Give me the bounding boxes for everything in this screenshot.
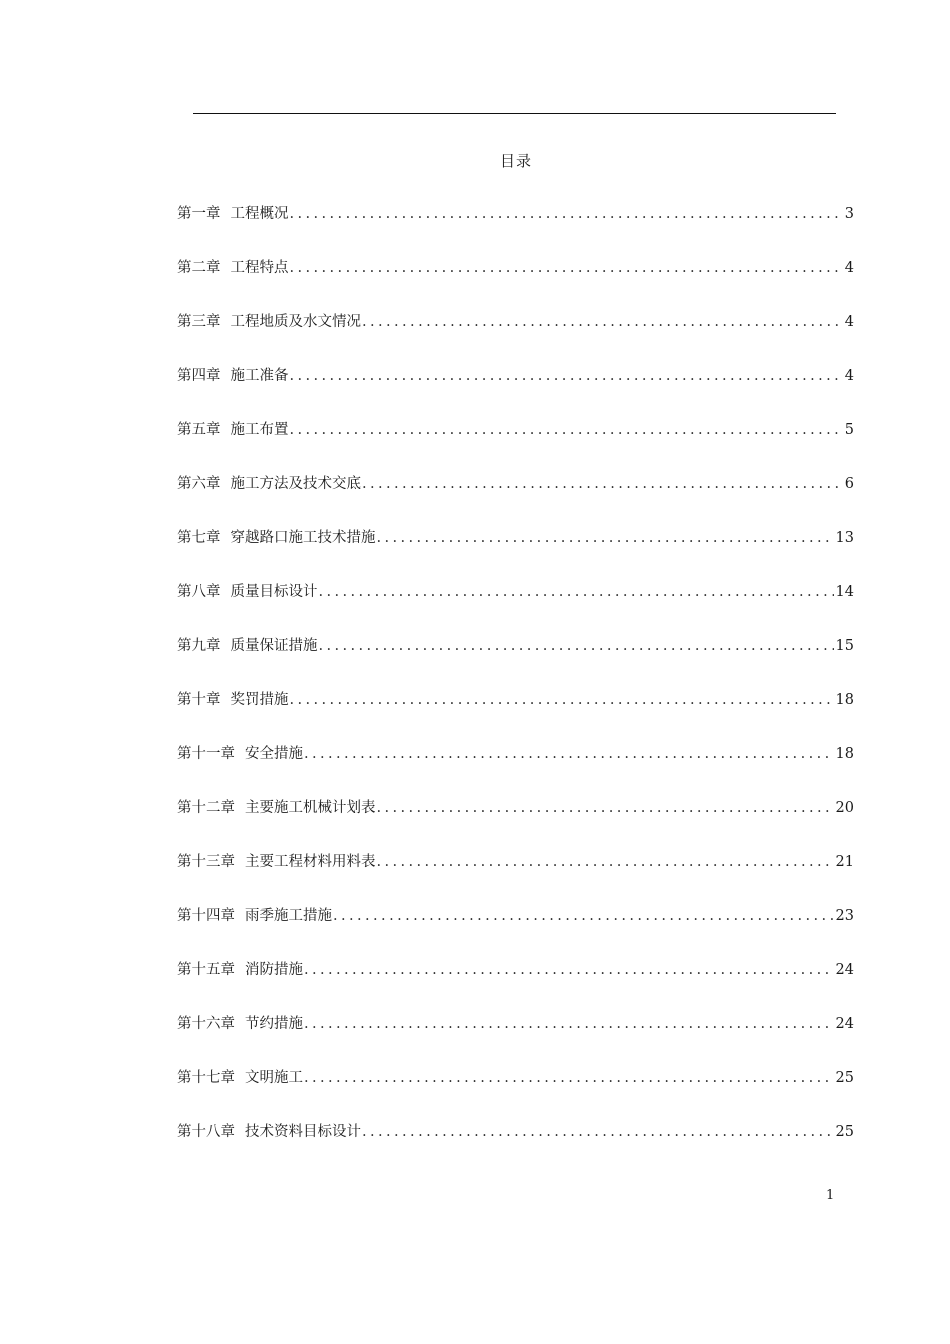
toc-dot-leader	[290, 419, 843, 441]
toc-page-number: 25	[835, 1070, 854, 1086]
toc-chapter: 第六章	[177, 476, 221, 492]
toc-chapter: 第七章	[177, 530, 221, 546]
toc-entry[interactable]	[177, 743, 854, 797]
toc-page-number: 3	[844, 206, 854, 222]
toc-dot-leader	[362, 1121, 834, 1143]
toc-topic: 工程概况	[230, 206, 289, 222]
toc-entry[interactable]	[177, 527, 854, 581]
toc-entry[interactable]	[177, 959, 854, 1013]
toc-page-number: 18	[835, 692, 854, 708]
toc-dot-leader	[333, 905, 834, 927]
toc-topic: 质量保证措施	[230, 638, 318, 654]
toc-chapter: 第十章	[177, 692, 221, 708]
toc-topic: 工程特点	[230, 260, 289, 276]
toc-dot-leader	[304, 1067, 834, 1089]
toc-dot-leader	[290, 203, 843, 225]
toc-topic: 安全措施	[245, 746, 303, 762]
toc-page-number: 23	[835, 908, 854, 924]
toc-page-number: 21	[835, 854, 854, 870]
toc-chapter: 第四章	[177, 368, 221, 384]
toc-chapter: 第九章	[177, 638, 221, 654]
toc-entry[interactable]	[177, 419, 854, 473]
toc-entry[interactable]	[177, 905, 854, 959]
toc-dot-leader	[304, 959, 834, 981]
toc-page-number: 24	[835, 1016, 854, 1032]
toc-dot-leader	[319, 581, 834, 603]
toc-dot-leader	[377, 527, 834, 549]
toc-entry[interactable]	[177, 689, 854, 743]
toc-entry[interactable]	[177, 851, 854, 905]
toc-chapter: 第八章	[177, 584, 221, 600]
toc-page-number: 4	[844, 260, 854, 276]
toc-topic: 奖罚措施	[230, 692, 289, 708]
toc-chapter: 第一章	[177, 206, 221, 222]
toc-page-number: 18	[835, 746, 854, 762]
toc-dot-leader	[377, 851, 834, 873]
toc-dot-leader	[290, 257, 843, 279]
toc-topic: 主要施工机械计划表	[245, 800, 376, 816]
toc-chapter: 第二章	[177, 260, 221, 276]
toc-topic: 工程地质及水文情况	[230, 314, 361, 330]
toc-dot-leader	[377, 797, 834, 819]
toc-chapter: 第三章	[177, 314, 221, 330]
toc-chapter: 第五章	[177, 422, 221, 438]
header-rule	[193, 113, 836, 114]
toc-topic: 节约措施	[245, 1016, 303, 1032]
toc-chapter: 第十三章	[177, 854, 235, 870]
toc-chapter: 第十二章	[177, 800, 235, 816]
toc-entry[interactable]	[177, 203, 854, 257]
toc-dot-leader	[319, 635, 834, 657]
toc-entry[interactable]	[177, 1067, 854, 1121]
toc-list	[177, 203, 854, 1175]
toc-dot-leader	[290, 689, 834, 711]
toc-dot-leader	[362, 473, 843, 495]
toc-chapter: 第十七章	[177, 1070, 235, 1086]
toc-topic: 质量目标设计	[230, 584, 318, 600]
toc-topic: 施工布置	[230, 422, 289, 438]
toc-topic: 穿越路口施工技术措施	[230, 530, 376, 546]
toc-dot-leader	[304, 743, 834, 765]
toc-entry[interactable]	[177, 365, 854, 419]
toc-topic: 技术资料目标设计	[245, 1124, 361, 1140]
toc-page-number: 25	[835, 1124, 854, 1140]
toc-entry[interactable]	[177, 473, 854, 527]
toc-chapter: 第十四章	[177, 908, 235, 924]
toc-dot-leader	[304, 1013, 834, 1035]
toc-chapter: 第十一章	[177, 746, 235, 762]
toc-entry[interactable]	[177, 311, 854, 365]
toc-chapter: 第十八章	[177, 1124, 235, 1140]
toc-entry[interactable]	[177, 581, 854, 635]
toc-topic: 消防措施	[245, 962, 303, 978]
toc-entry[interactable]	[177, 1121, 854, 1175]
toc-topic: 雨季施工措施	[245, 908, 332, 924]
page-number: 1	[826, 1188, 835, 1203]
toc-page-number: 24	[835, 962, 854, 978]
toc-entry[interactable]	[177, 1013, 854, 1067]
toc-page-number: 15	[835, 638, 854, 654]
toc-topic: 主要工程材料用料表	[245, 854, 376, 870]
toc-page-number: 13	[835, 530, 854, 546]
toc-entry[interactable]	[177, 797, 854, 851]
toc-chapter: 第十五章	[177, 962, 235, 978]
toc-title: 目录	[499, 152, 532, 170]
toc-dot-leader	[362, 311, 843, 333]
toc-page-number: 20	[835, 800, 854, 816]
toc-page-number: 4	[844, 314, 854, 330]
toc-topic: 文明施工	[245, 1070, 303, 1086]
toc-topic: 施工准备	[230, 368, 289, 384]
toc-page-number: 6	[844, 476, 854, 492]
toc-chapter: 第十六章	[177, 1016, 235, 1032]
toc-entry[interactable]	[177, 635, 854, 689]
toc-page-number: 5	[844, 422, 854, 438]
toc-entry[interactable]	[177, 257, 854, 311]
toc-dot-leader	[290, 365, 843, 387]
toc-page-number: 14	[835, 584, 854, 600]
toc-topic: 施工方法及技术交底	[230, 476, 361, 492]
toc-page-number: 4	[844, 368, 854, 384]
